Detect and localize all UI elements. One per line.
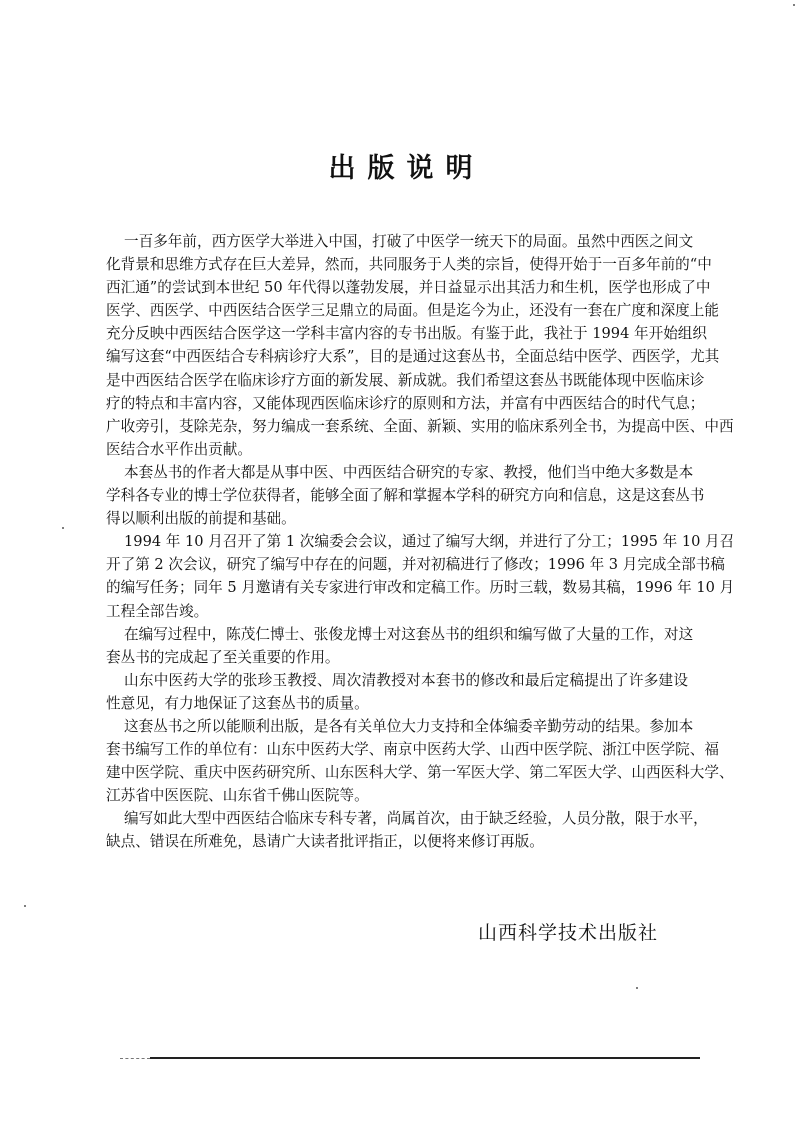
- text-line: 套书编写工作的单位有：山东中医药大学、南京中医药大学、山西中医学院、浙江中医学院、福: [106, 741, 719, 759]
- text-line: 工程全部告竣。: [106, 602, 209, 620]
- scan-speck: [793, 4, 795, 6]
- paragraph: [106, 807, 708, 853]
- text-line: 性意见，有力地保证了这套丛书的质量。: [106, 694, 369, 712]
- text-line: 充分反映中西医结合医学这一学科丰富内容的专书出版。有鉴于此，我社于 1994 年开始组织: [106, 325, 707, 343]
- paragraph: [106, 715, 734, 807]
- text-line: 医学、西医学、中西医结合医学三足鼎立的局面。但是迄今为止，还没有一套在广度和深度上能: [106, 302, 719, 320]
- text-line: 西汇通”的尝试到本世纪 50 年代得以蓬勃发展，并日益显示出其活力和生机，医学也形成了中: [106, 279, 711, 297]
- text-line: 开了第 2 次会议，研究了编写中存在的问题，并对初稿进行了修改；1996 年 3 月完成全部书稿: [106, 556, 725, 574]
- text-line: 化背景和思维方式存在巨大差异，然而，共同服务于人类的宗旨，使得开始于一百多年前的“中: [106, 256, 712, 274]
- scan-speck: [636, 987, 638, 989]
- scan-speck: [24, 905, 26, 907]
- paragraph: [106, 461, 705, 530]
- publisher-signature: 山西科学技术出版社: [478, 922, 659, 944]
- text-line: 这套丛书之所以能顺利出版，是各有关单位大力支持和全体编委辛勤劳动的结果。参加本: [124, 717, 694, 735]
- paragraph: [106, 623, 694, 669]
- text-line: 学科各专业的博士学位获得者，能够全面了解和掌握本学科的研究方向和信息，这是这套丛书: [106, 487, 705, 505]
- text-line: 的编写任务；同年 5 月邀请有关专家进行审改和定稿工作。历时三载，数易其稿，1996 年 10 月: [106, 579, 735, 597]
- scan-edge-line: [150, 1057, 700, 1059]
- paragraph: [106, 530, 735, 622]
- text-line: 在编写过程中，陈茂仁博士、张俊龙博士对这套丛书的组织和编写做了大量的工作，对这: [124, 625, 694, 643]
- scan-edge-dashes: [120, 1058, 150, 1059]
- text-line: 山东中医药大学的张珍玉教授、周次清教授对本套书的修改和最后定稿提出了许多建设: [124, 671, 688, 689]
- text-line: 本套丛书的作者大都是从事中医、中西医结合研究的专家、教授，他们当中绝大多数是本: [124, 463, 694, 481]
- text-line: 广收旁引，芟除芜杂，努力编成一套系统、全面、新颖、实用的临床系列全书，为提高中医、中西: [106, 417, 734, 435]
- text-line: 医结合水平作出贡献。: [106, 440, 252, 458]
- paragraph: [106, 230, 734, 461]
- text-line: 建中医学院、重庆中医药研究所、山东医科大学、第一军医大学、第二军医大学、山西医科大学、: [106, 764, 734, 782]
- page-title: 出版说明: [328, 153, 485, 184]
- scan-speck: [62, 527, 64, 529]
- text-line: 一百多年前，西方医学大举进入中国，打破了中医学一统天下的局面。虽然中西医之间文: [124, 233, 694, 250]
- text-line: 编写这套“中西医结合专科病诊疗大系”，目的是通过这套丛书，全面总结中医学、西医学，尤其: [106, 348, 720, 366]
- text-line: 套丛书的完成起了至关重要的作用。: [106, 648, 340, 666]
- text-line: 缺点、错误在所难免，恳请广大读者批评指正，以便将来修订再版。: [106, 833, 544, 851]
- text-line: 是中西医结合医学在临床诊疗方面的新发展、新成就。我们希望这套丛书既能体现中医临床诊: [106, 371, 705, 389]
- text-line: 疗的特点和丰富内容，又能体现西医临床诊疗的原则和方法，并富有中西医结合的时代气息；: [106, 394, 705, 412]
- text-line: 江苏省中医医院、山东省千佛山医院等。: [106, 787, 369, 805]
- document-body: [106, 230, 735, 854]
- text-line: 1994 年 10 月召开了第 1 次编委会会议，通过了编写大纲，并进行了分工；1995 年 10 月召: [124, 533, 735, 551]
- paragraph: [106, 669, 688, 715]
- text-line: 编写如此大型中西医结合临床专科专著，尚属首次，由于缺乏经验，人员分散，限于水平，: [124, 810, 708, 828]
- text-line: 得以顺利出版的前提和基础。: [106, 510, 296, 528]
